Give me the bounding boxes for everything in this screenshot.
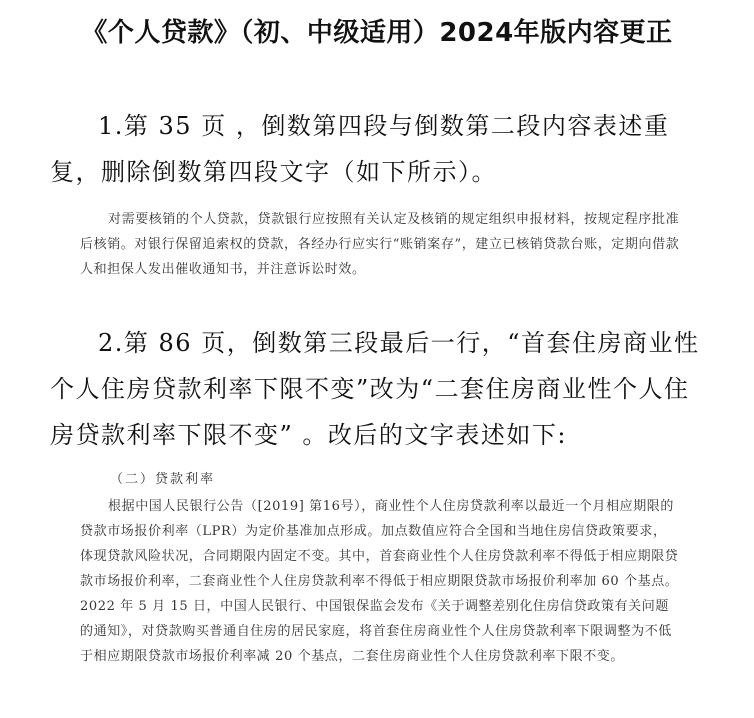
correction-2: 2.第 86 页，倒数第三段最后一行，“首套住房商业性个人住房贷款利率下限不变”改为“二套住房商业性个人住房贷款利率下限不变” 。改后的文字表述如下:: [50, 329, 700, 449]
cutoff-text-row: [80, 700, 660, 718]
excerpt-heading: （二）贷款利率: [110, 472, 216, 487]
page-title: 《个人贷款》（初、中级适用）2024年版内容更正: [81, 18, 673, 48]
excerpt-revised-text: 根据中国人民银行公告（[2019] 第16号），商业性个人住房贷款利率以最近一个月相应期限的贷款市场报价利率（LPR）为定价基准加点形成。加点数值应符合全国和当地住房信贷政策要求，体现贷款风险状况，合同期限内固定不变。其中，首套商业性个人住房贷款利率不得低于相应期限贷款市场报价利率，二套商业性个人住房贷款利率不得低于相应期限贷款市场报价利率加 60 个基点。2022 年 5 月 15 日，中国人民银行、中国银保监会发布《关于调整差别化住房信贷政策有关问题的通知》，对贷款购买普通自住房的居民家庭，将首套住房商业性个人住房贷款利率下限调整为不低于相应期限贷款市场报价利率减 20 个基点，二套住房商业性个人住房贷款利率下限不变。: [80, 499, 679, 664]
excerpt-deleted-text: 对需要核销的个人贷款，贷款银行应按照有关认定及核销的规定组织申报材料，按规定程序批准后核销。对银行保留追索权的贷款，各经办行应实行“账销案存”，建立已核销贷款台账，定期向借款人和担保人发出催收通知书，并注意诉讼时效。: [80, 212, 680, 277]
correction-1: 1.第 35 页 ，倒数第四段与倒数第二段内容表述重复，删除倒数第四段文字（如下所示）。: [50, 112, 670, 186]
